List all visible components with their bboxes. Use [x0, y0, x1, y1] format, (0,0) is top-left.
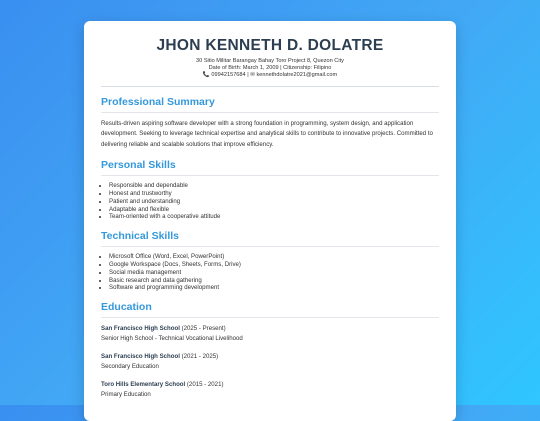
email-icon: ✉ [250, 72, 255, 78]
list-item: • Team-oriented with a cooperative attitude [109, 213, 439, 221]
personal-skills-list [101, 182, 439, 221]
education-detail: Primary Education [101, 391, 151, 399]
education-entry [101, 352, 439, 372]
list-item: • Microsoft Office (Word, Excel, PowerPoint) [109, 253, 439, 261]
school-years: (2015 - 2021) [186, 381, 224, 389]
resume-card [84, 21, 456, 421]
section-title-technical-skills: Technical Skills [101, 230, 180, 243]
personal-skills-section [101, 159, 439, 221]
email-address: kennethdolatre2021@gmail.com [256, 72, 338, 78]
header-divider [101, 86, 439, 87]
education-entry [101, 324, 439, 344]
list-item: • Google Workspace (Docs, Sheets, Forms, Drive) [109, 261, 439, 269]
resume-name: JHON KENNETH D. DOLATRE [156, 37, 384, 54]
school-name: San Francisco High School [101, 353, 180, 361]
list-item: • Software and programming development [109, 284, 439, 292]
list-item: • Responsible and dependable [109, 182, 439, 190]
education-detail: Secondary Education [101, 363, 159, 371]
summary-section [101, 96, 439, 150]
dob-line: Date of Birth: March 1, 2009 | Citizenship: Filipino [208, 65, 332, 71]
school-years: (2021 - 2025) [181, 353, 219, 361]
list-item: • Adaptable and flexible [109, 206, 439, 214]
section-divider [101, 112, 439, 113]
phone-email-line [101, 72, 439, 79]
section-title-personal-skills: Personal Skills [101, 159, 176, 172]
list-item: • Social media management [109, 269, 439, 277]
phone-number: 09942157684 [211, 72, 246, 78]
section-divider [101, 246, 439, 247]
separator: | [247, 72, 249, 78]
school-years: (2025 - Present) [181, 325, 226, 333]
phone-icon: 📞 [202, 72, 210, 78]
education-detail: Senior High School - Technical Vocational Livelihood [101, 335, 243, 343]
address-line: 30 Sitio Militar Barangay Bahay Toro Project 8, Quezon City [196, 58, 344, 64]
technical-skills-list [101, 253, 439, 292]
section-title-summary: Professional Summary [101, 96, 215, 108]
section-divider [101, 175, 439, 176]
school-name: Toro Hills Elementary School [101, 381, 186, 389]
summary-text: Results-driven aspiring software developer with a strong foundation in programming, system design, and application development. Seeking to leverage technical expertise and analytical skills to contribute to innovative projects. Committed to delivering reliable and scalable solutions that improve efficiency. [101, 120, 433, 148]
education-entry [101, 380, 439, 400]
school-name: San Francisco High School [101, 325, 180, 333]
technical-skills-section [101, 230, 439, 292]
list-item: • Honest and trustworthy [109, 190, 439, 198]
contact-block [101, 58, 439, 79]
section-divider [101, 317, 439, 318]
section-title-education: Education [101, 301, 152, 314]
list-item: • Patient and understanding [109, 198, 439, 206]
education-section [101, 301, 439, 400]
list-item: • Basic research and data gathering [109, 277, 439, 285]
